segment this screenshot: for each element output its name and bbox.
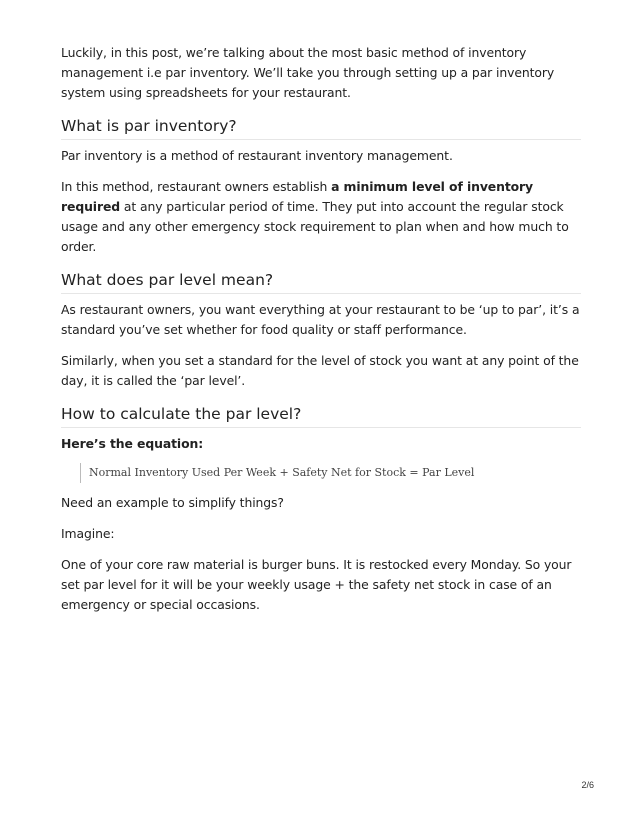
par-level-definition: Similarly, when you set a standard for the level of stock you want at any point of the day, it is called the ‘par level’. (61, 353, 579, 388)
up-to-par-paragraph: As restaurant owners, you want everything at your restaurant to be ‘up to par’, it’s a standard you’ve set whether for food quality or staff performance. (61, 302, 580, 337)
par-inventory-method-paragraph (61, 177, 581, 257)
example-question: Need an example to simplify things? (61, 495, 284, 510)
equation-blockquote: Normal Inventory Used Per Week + Safety Net for Stock = Par Level (80, 463, 581, 483)
section-heading-par-inventory: What is par inventory? (61, 116, 581, 140)
equation-label-text: Here’s the equation: (61, 436, 204, 451)
method-text-after: at any particular period of time. They put into account the regular stock usage and any other emergency stock requirement to plan when and how much to order. (61, 199, 569, 254)
section-heading-calculate: How to calculate the par level? (61, 404, 581, 428)
document-page (61, 43, 581, 615)
section-heading-par-level: What does par level mean? (61, 270, 581, 294)
page-number: 2/6 (581, 780, 594, 790)
par-inventory-definition: Par inventory is a method of restaurant inventory management. (61, 148, 453, 163)
imagine-label: Imagine: (61, 526, 115, 541)
burger-buns-example: One of your core raw material is burger buns. It is restocked every Monday. So your set par level for it will be your weekly usage + the safety net stock in case of an emergency or special occasions. (61, 557, 572, 612)
intro-paragraph: Luckily, in this post, we’re talking about the most basic method of inventory management i.e par inventory. We’ll take you through setting up a par inventory system using spreadsheets for your restaurant. (61, 45, 555, 100)
equation-label (61, 434, 581, 454)
method-text-before: In this method, restaurant owners establish (61, 179, 332, 194)
method-text-bold: a minimum level of inventory required (61, 179, 534, 214)
